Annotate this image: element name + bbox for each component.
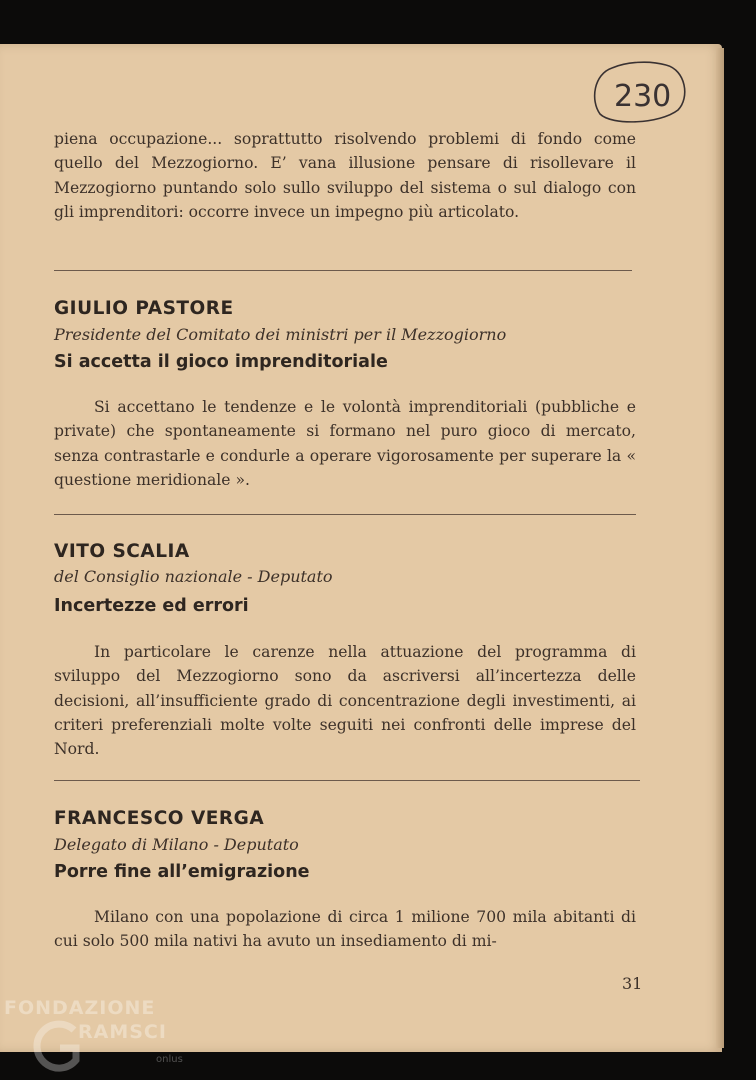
section-divider [54, 780, 640, 781]
speaker-name-scalia: VITO SCALIA [54, 541, 190, 562]
section-divider [54, 270, 632, 271]
section-heading-verga: Porre fine all’emigrazione [54, 862, 310, 882]
watermark-line2: RAMSCI [78, 1021, 167, 1043]
section-heading-scalia: Incertezze ed errori [54, 596, 249, 616]
watermark [4, 996, 183, 1065]
speaker-role-pastore: Presidente del Comitato dei ministri per il Mezzogiorno [54, 325, 507, 344]
section-heading-pastore: Si accetta il gioco imprenditoriale [54, 352, 388, 372]
watermark-line3: onlus [156, 1054, 183, 1065]
speaker-name-pastore: GIULIO PASTORE [54, 298, 234, 319]
watermark-line1: FONDAZIONE [4, 997, 156, 1019]
section-paragraph-scalia: In particolare le carenze nella attuazione del programma di sviluppo del Mezzogiorno sono da ascriversi all’incertezza delle decisioni, all’insufficiente grado di concentrazione degli investimenti, ai criteri preferenziali molte volte seguiti nei confronti delle imprese del Nord. [54, 643, 636, 759]
speaker-role-scalia: del Consiglio nazionale - Deputato [54, 567, 333, 586]
stamp-number: 230 [614, 79, 672, 114]
section-paragraph-pastore: Si accettano le tendenze e le volontà imprenditoriali (pubbliche e private) che spontaneamente si formano nel puro gioco di mercato, senza contrastarle e condurle a operare vigorosamente per superare la « questione meridionale ». [54, 398, 636, 489]
page-number: 31 [622, 974, 643, 993]
intro-paragraph: piena occupazione... soprattutto risolvendo problemi di fondo come quello del Mezzogiorno. E’ vana illusione pensare di risollevare il Mezzogiorno puntando solo sullo sviluppo del sistema o sul dialogo con gli imprenditori: occorre invece un impegno più articolato. [54, 130, 636, 221]
section-divider [54, 514, 636, 515]
speaker-role-verga: Delegato di Milano - Deputato [54, 835, 299, 854]
archive-stamp [590, 60, 688, 126]
speaker-name-verga: FRANCESCO VERGA [54, 808, 265, 829]
page-edge [716, 48, 724, 1048]
section-paragraph-verga: Milano con una popolazione di circa 1 milione 700 mila abitanti di cui solo 500 mila nativi ha avuto un insediamento di mi- [54, 908, 636, 951]
